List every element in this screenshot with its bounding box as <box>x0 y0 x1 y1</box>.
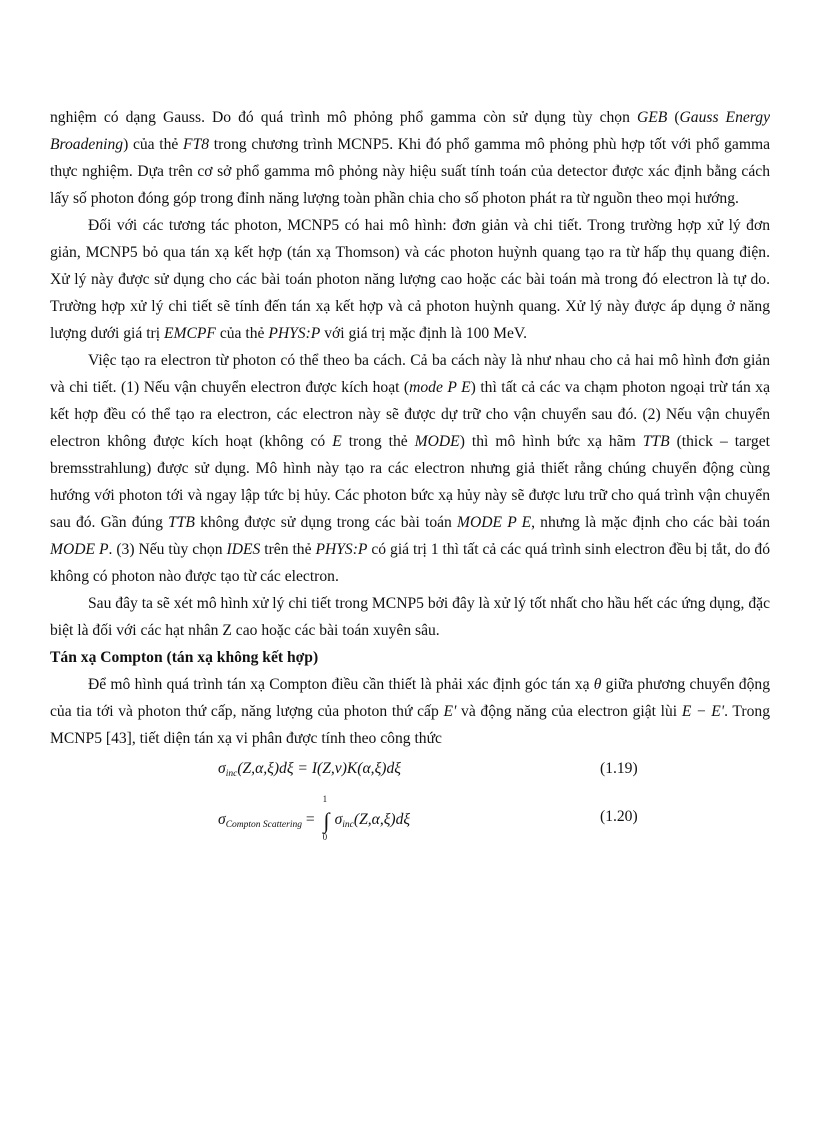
text: của thẻ <box>215 325 269 342</box>
sigma-symbol: σ <box>218 760 226 777</box>
equation-number: (1.20) <box>600 808 638 825</box>
text-italic: PHYS:P <box>268 325 321 342</box>
text: (thick – target bremsstrahlung) được sử dụng. Mô hình này tạo ra các electron nhưng giả thiết rằng chúng chuyển động cùng hướng với photon tới và ngay lập tức bị hủy. Các photon bức xạ hủy này sẽ được lưu trữ cho quá trình vận chuyển sau đó. Gần đúng <box>50 433 770 531</box>
integral-upper-limit: 1 <box>322 794 328 804</box>
text: Đối với các tương tác photon, MCNP5 có hai mô hình: đơn giản và chi tiết. Trong trường hợp xử lý đơn giản, MCNP5 bỏ qua tán xạ kết hợp (tán xạ Thomson) và các photon huỳnh quang tạo ra từ hấp thụ quang điện. Xử lý này được sử dụng cho các bài toán photon năng lượng cao hoặc các bài toán mà trong đó electron là tự do. Trường hợp xử lý chi tiết sẽ tính đến tán xạ kết hợp và cả photon huỳnh quang. Xử lý này được áp dụng ở năng lượng dưới giá trị <box>50 217 770 342</box>
text-italic: PHYS:P <box>315 541 368 558</box>
text: trong chương trình MCNP5. Khi đó phổ gamma mô phỏng phù hợp tốt với phổ gamma thực nghiệm. Dựa trên cơ sở phổ gamma mô phỏng này hiệu suất tính toán của detector được xác định bằng cách lấy số photon đóng góp trong đỉnh năng lượng toàn phần chia cho số photon phát ra từ nguồn theo mọi hướng. <box>50 136 771 207</box>
text-italic: TTB <box>642 433 670 450</box>
text: Để mô hình quá trình tán xạ Compton điều cần thiết là phải xác định góc tán xạ <box>88 676 594 693</box>
subscript: Compton Scattering <box>225 820 302 830</box>
text-italic: IDES <box>226 541 261 558</box>
equation-number: (1.19) <box>600 760 638 777</box>
equation-1-20 <box>50 794 770 846</box>
equation-text: (Z,α,ξ)dξ <box>353 811 411 828</box>
text-italic: MODE P <box>50 541 109 558</box>
text: ( <box>667 109 680 126</box>
equals-sign: = <box>301 811 319 828</box>
sigma-symbol: σ <box>334 811 343 828</box>
text: có giá trị 1 thì tất cả các quá trình sinh electron đều bị tắt, do đó không có photon nào được tạo từ các electron. <box>50 541 771 585</box>
integral-lower-limit: 0 <box>322 832 328 842</box>
text-italic: MODE P E <box>457 514 532 531</box>
paragraph-5 <box>50 671 770 752</box>
equation-body <box>218 760 401 779</box>
text: giữa phương chuyển động của tia tới và photon thứ cấp, năng lượng của photon thứ cấp <box>50 676 770 720</box>
text: Việc tạo ra electron từ photon có thể theo ba cách. Cả ba cách này là như nhau cho cả hai mô hình đơn giản và chi tiết. (1) Nếu vận chuyển electron được kích hoạt ( <box>50 352 770 396</box>
text-italic: EMCPF <box>163 325 216 342</box>
paragraph-3 <box>50 347 770 590</box>
text-italic: mode P E <box>409 379 471 396</box>
paragraph-4: Sau đây ta sẽ xét mô hình xử lý chi tiết trong MCNP5 bởi đây là xử lý tốt nhất cho hầu hết các ứng dụng, đặc biệt là đối với các hạt nhân Z cao hoặc các bài toán xuyên sâu. <box>50 595 770 639</box>
document-page <box>50 104 770 846</box>
text: và động năng của electron giật lùi <box>456 703 682 720</box>
text: ) thì tất cả các va chạm photon ngoại trừ tán xạ kết hợp đều có thể tạo ra electron, các electron này sẽ được dự trữ cho vận chuyển sau đó. (2) Nếu vận chuyển electron không được kích hoạt (không có <box>50 379 770 450</box>
text-italic: MODE <box>414 433 460 450</box>
equation-1-19 <box>50 754 770 794</box>
paragraph-1 <box>50 104 770 212</box>
integral-sign: ∫ <box>323 808 330 833</box>
text: nghiệm có dạng Gauss. Do đó quá trình mô phỏng phổ gamma còn sử dụng tùy chọn <box>50 109 637 126</box>
text: trên thẻ <box>260 541 316 558</box>
e-prime-symbol: E' <box>443 703 457 720</box>
text: không được sử dụng trong các bài toán <box>194 514 457 531</box>
text: , nhưng là mặc định cho các bài toán <box>531 514 771 531</box>
equation-body <box>218 794 411 842</box>
text-italic: FT8 <box>183 136 210 153</box>
subscript: inc <box>342 820 354 830</box>
text: ) của thẻ <box>123 136 184 153</box>
text: . (3) Nếu tùy chọn <box>108 541 227 558</box>
text: với giá trị mặc định là 100 MeV. <box>320 325 528 342</box>
paragraph-2 <box>50 212 770 347</box>
text: . Trong MCNP5 [43], tiết diện tán xạ vi phân được tính theo công thức <box>50 703 770 747</box>
text-italic: GEB <box>636 109 668 126</box>
integral-icon <box>319 794 335 842</box>
text: trong thẻ <box>341 433 415 450</box>
text-italic: Gauss Energy Broadening <box>50 109 771 153</box>
equation-text: (Z,α,ξ)dξ = I(Z,v)K(α,ξ)dξ <box>237 760 401 777</box>
section-heading: Tán xạ Compton (tán xạ không kết hợp) <box>50 649 319 666</box>
energy-difference-symbol: E − E' <box>681 703 725 720</box>
text: ) thì mô hình bức xạ hãm <box>459 433 643 450</box>
subscript: inc <box>225 769 238 779</box>
text-italic: TTB <box>168 514 195 531</box>
theta-symbol: θ <box>593 676 602 693</box>
sigma-symbol: σ <box>218 811 226 828</box>
text-italic: E <box>332 433 342 450</box>
